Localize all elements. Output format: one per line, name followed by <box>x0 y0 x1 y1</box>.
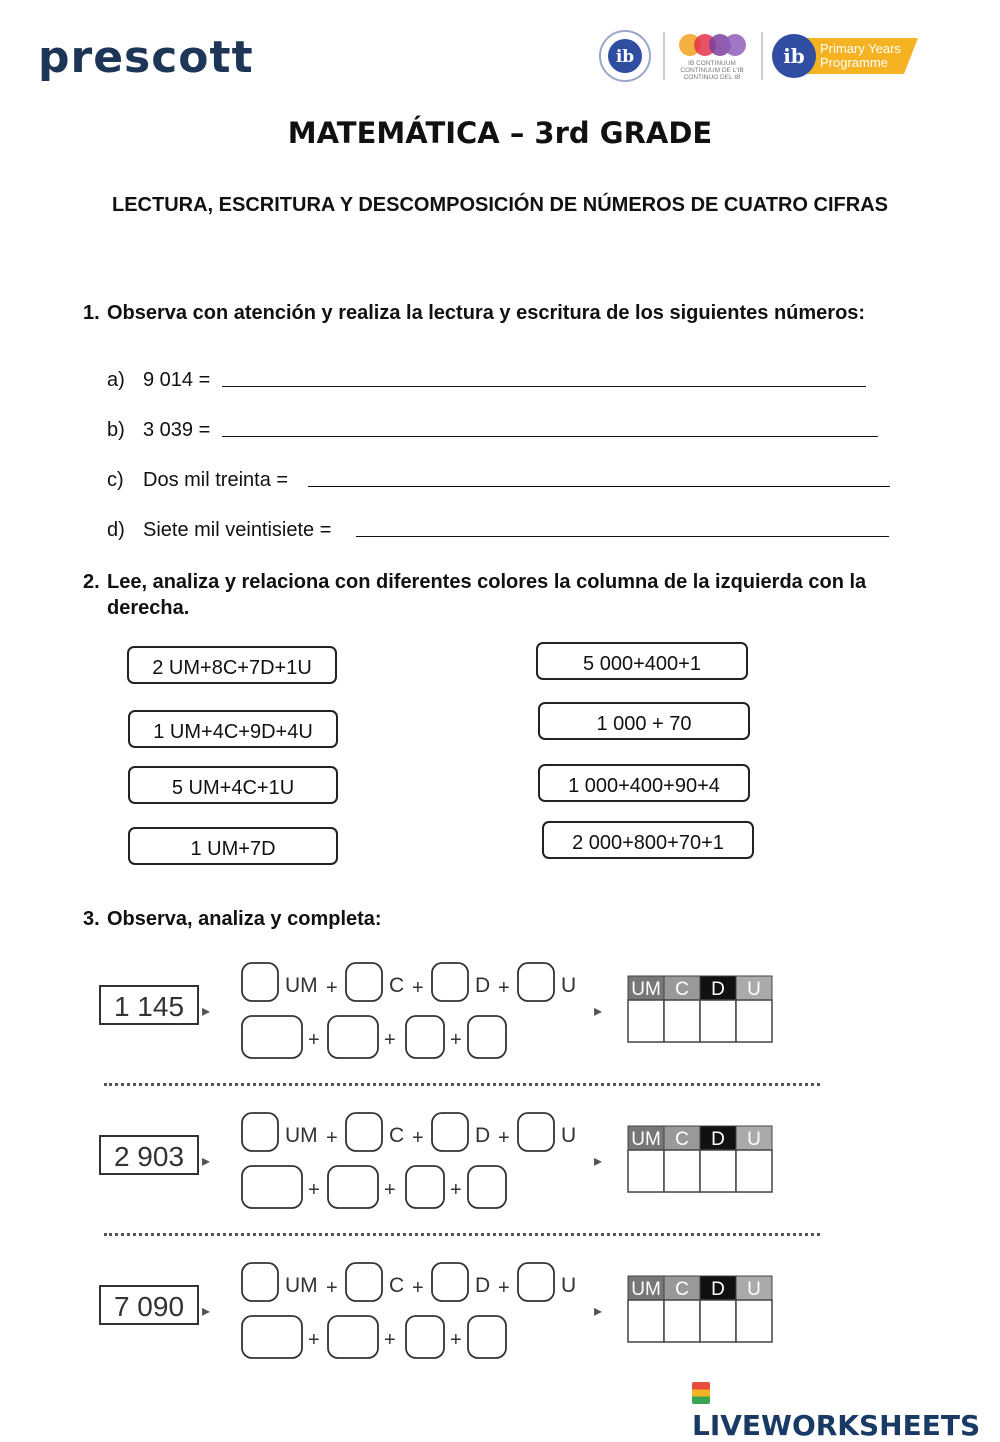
value-input-box[interactable] <box>242 1016 302 1058</box>
q1-item-a <box>107 369 210 392</box>
table-input-cell[interactable] <box>736 1150 772 1192</box>
match-right-2[interactable]: 1 000 + 70 <box>538 702 750 740</box>
q1-item-label: a) <box>107 369 125 391</box>
unit-label: UM <box>285 974 318 997</box>
plus-sign: + <box>326 1127 338 1149</box>
table-input-cell[interactable] <box>700 1300 736 1342</box>
value-input-box[interactable] <box>406 1316 444 1358</box>
table-header-label: C <box>675 1129 689 1150</box>
table-header-label: C <box>675 1279 689 1300</box>
arrow-icon: ▸ <box>594 1003 603 1020</box>
value-input-box[interactable] <box>468 1016 506 1058</box>
table-input-cell[interactable] <box>700 1150 736 1192</box>
arrow-icon: ▸ <box>202 1153 211 1170</box>
value-input-box[interactable] <box>406 1166 444 1208</box>
page-subtitle: LECTURA, ESCRITURA Y DESCOMPOSICIÓN DE NÚMEROS DE CUATRO CIFRAS <box>112 194 888 216</box>
ib-logos <box>598 28 920 84</box>
pyp-line-2: Programme <box>820 55 888 70</box>
q1-answer-line-c[interactable] <box>308 486 890 487</box>
question-1 <box>83 300 893 326</box>
plus-sign: + <box>308 1029 320 1051</box>
table-input-cell[interactable] <box>628 1000 664 1042</box>
q1-item-text: 9 014 = <box>143 369 211 391</box>
plus-sign: + <box>326 977 338 999</box>
digit-input-box[interactable] <box>346 1113 382 1151</box>
value-input-box[interactable] <box>406 1016 444 1058</box>
row-number: 7 090 <box>113 1291 185 1322</box>
value-input-box[interactable] <box>328 1016 378 1058</box>
q1-item-label: d) <box>107 519 125 541</box>
arrow-icon: ▸ <box>594 1303 603 1320</box>
table-input-cell[interactable] <box>736 1000 772 1042</box>
table-header-label: D <box>711 1129 725 1150</box>
plus-sign: + <box>308 1179 320 1201</box>
q1-answer-line-d[interactable] <box>356 536 889 537</box>
digit-input-box[interactable] <box>432 1113 468 1151</box>
unit-label: D <box>475 1274 491 1297</box>
digit-input-box[interactable] <box>346 963 382 1001</box>
question-2-number: 2. <box>83 571 100 593</box>
question-1-text: Observa con atención y realiza la lectura y escritura de los siguientes números: <box>107 302 866 324</box>
table-input-cell[interactable] <box>628 1150 664 1192</box>
table-input-cell[interactable] <box>628 1300 664 1342</box>
value-input-box[interactable] <box>242 1316 302 1358</box>
ib-world-school-seal <box>600 31 650 81</box>
plus-sign: + <box>384 1179 396 1201</box>
question-2 <box>83 569 893 621</box>
plus-sign: + <box>308 1329 320 1351</box>
q1-item-text: 3 039 = <box>143 419 211 441</box>
ib-continuum-logo <box>679 34 746 81</box>
ib-continuum-line-2: CONTINUUM DE L'IB <box>680 67 744 74</box>
digit-input-box[interactable] <box>518 963 554 1001</box>
unit-label: D <box>475 974 491 997</box>
table-input-cell[interactable] <box>736 1300 772 1342</box>
value-input-box[interactable] <box>328 1316 378 1358</box>
question-2-text: Lee, analiza y relaciona con diferentes colores la columna de la izquierda con la derecha. <box>107 571 867 619</box>
liveworksheets-icon <box>692 1382 710 1404</box>
unit-label: D <box>475 1124 491 1147</box>
match-right-1[interactable]: 5 000+400+1 <box>536 642 748 680</box>
question-1-number: 1. <box>83 302 100 324</box>
unit-label: U <box>561 1274 577 1297</box>
table-header-label: U <box>747 979 761 1000</box>
match-right-4[interactable]: 2 000+800+70+1 <box>542 821 754 859</box>
q1-item-b <box>107 419 210 442</box>
table-header-label: UM <box>631 1129 661 1150</box>
arrow-icon: ▸ <box>594 1153 603 1170</box>
liveworksheets-logo <box>692 1376 1000 1442</box>
value-input-box[interactable] <box>328 1166 378 1208</box>
question-3-text: Observa, analiza y completa: <box>107 908 382 930</box>
row-number: 1 145 <box>113 991 185 1022</box>
digit-input-box[interactable] <box>242 1113 278 1151</box>
value-input-box[interactable] <box>468 1316 506 1358</box>
digit-input-box[interactable] <box>432 963 468 1001</box>
value-input-box[interactable] <box>242 1166 302 1208</box>
table-header-label: UM <box>631 1279 661 1300</box>
table-header-label: UM <box>631 979 661 1000</box>
q1-item-c <box>107 469 288 492</box>
ib-continuum-line-1: IB CONTINUUM <box>688 60 736 67</box>
value-input-box[interactable] <box>468 1166 506 1208</box>
plus-sign: + <box>450 1329 462 1351</box>
plus-sign: + <box>384 1029 396 1051</box>
pyp-line-1: Primary Years <box>820 41 901 56</box>
match-left-1[interactable]: 2 UM+8C+7D+1U <box>127 646 337 684</box>
unit-label: C <box>389 974 405 997</box>
unit-label: U <box>561 1124 577 1147</box>
question-3-number: 3. <box>83 908 100 930</box>
separator-dotted <box>104 1083 820 1086</box>
digit-input-box[interactable] <box>432 1263 468 1301</box>
table-header-label: C <box>675 979 689 1000</box>
digit-input-box[interactable] <box>518 1113 554 1151</box>
table-header-label: U <box>747 1129 761 1150</box>
prescott-logo: prescott <box>38 32 254 83</box>
table-input-cell[interactable] <box>664 1000 700 1042</box>
digit-input-box[interactable] <box>346 1263 382 1301</box>
row-number: 2 903 <box>113 1141 185 1172</box>
plus-sign: + <box>498 977 510 999</box>
plus-sign: + <box>450 1179 462 1201</box>
table-header-label: D <box>711 979 725 1000</box>
q1-answer-line-b[interactable] <box>222 436 878 437</box>
liveworksheets-text: LIVEWORKSHEETS <box>692 1409 981 1442</box>
plus-sign: + <box>412 1127 424 1149</box>
match-left-4[interactable]: 1 UM+7D <box>128 827 338 865</box>
table-input-cell[interactable] <box>664 1300 700 1342</box>
q3-row <box>90 958 790 1068</box>
plus-sign: + <box>498 1277 510 1299</box>
unit-label: C <box>389 1274 405 1297</box>
table-header-label: U <box>747 1279 761 1300</box>
arrow-icon: ▸ <box>202 1303 211 1320</box>
q3-row <box>90 1108 790 1218</box>
plus-sign: + <box>412 1277 424 1299</box>
unit-label: C <box>389 1124 405 1147</box>
q1-item-d <box>107 519 331 542</box>
plus-sign: + <box>326 1277 338 1299</box>
q3-row <box>90 1258 790 1368</box>
match-left-2[interactable]: 1 UM+4C+9D+4U <box>128 710 338 748</box>
digit-input-box[interactable] <box>242 963 278 1001</box>
match-left-3[interactable]: 5 UM+4C+1U <box>128 766 338 804</box>
match-right-3[interactable]: 1 000+400+90+4 <box>538 764 750 802</box>
plus-sign: + <box>498 1127 510 1149</box>
unit-label: U <box>561 974 577 997</box>
question-3 <box>83 906 893 932</box>
ib-continuum-line-3: CONTINUO DEL IB <box>683 74 741 81</box>
table-header-label: D <box>711 1279 725 1300</box>
plus-sign: + <box>412 977 424 999</box>
ib-pyp-logo <box>772 34 918 78</box>
digit-input-box[interactable] <box>242 1263 278 1301</box>
unit-label: UM <box>285 1124 318 1147</box>
ib-seal-mark: ib <box>615 47 635 67</box>
unit-label: UM <box>285 1274 318 1297</box>
q1-item-label: c) <box>107 469 124 491</box>
arrow-icon: ▸ <box>202 1003 211 1020</box>
q1-item-text: Siete mil veintisiete = <box>143 519 332 541</box>
table-input-cell[interactable] <box>664 1150 700 1192</box>
separator-dotted <box>104 1233 820 1236</box>
ib-pyp-mark: ib <box>783 44 805 68</box>
plus-sign: + <box>450 1029 462 1051</box>
q1-item-label: b) <box>107 419 125 441</box>
q1-item-text: Dos mil treinta = <box>143 469 289 491</box>
page-title: MATEMÁTICA – 3rd GRADE <box>287 116 713 150</box>
table-input-cell[interactable] <box>700 1000 736 1042</box>
plus-sign: + <box>384 1329 396 1351</box>
q1-answer-line-a[interactable] <box>222 386 866 387</box>
digit-input-box[interactable] <box>518 1263 554 1301</box>
